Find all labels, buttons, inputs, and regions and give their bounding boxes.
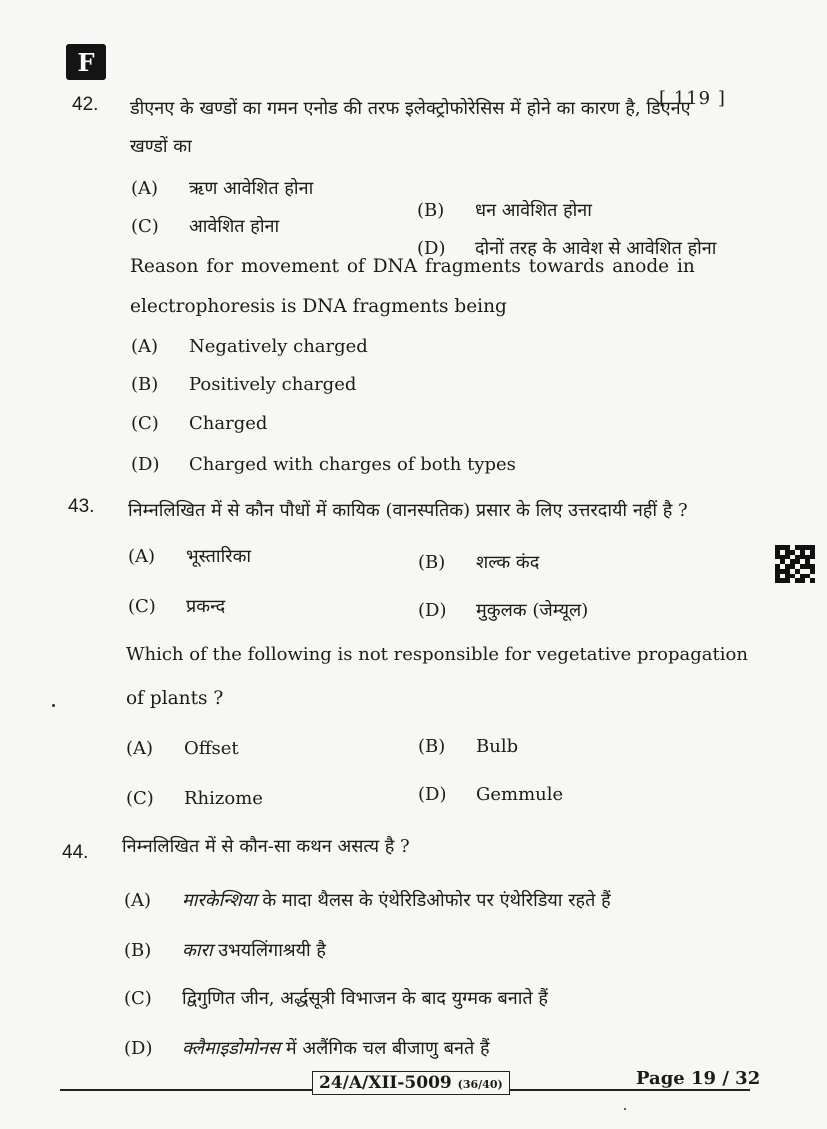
option-label: (A) xyxy=(126,738,154,759)
option-text: Gemmule xyxy=(476,784,564,805)
option-label: (A) xyxy=(124,890,152,911)
option-text: के मादा थैलस के एंथेरिडिओफोर पर एंथेरिडिया रहते हैं xyxy=(256,890,611,911)
q43-english-option-c xyxy=(126,788,263,809)
option-label: (D) xyxy=(131,454,160,475)
question-43-number: 43. xyxy=(68,496,95,517)
question-44-hindi-line: निम्नलिखित में से कौन-सा कथन असत्य है ? xyxy=(122,836,410,857)
stray-dot xyxy=(624,1108,626,1110)
set-badge: F xyxy=(66,44,106,80)
q43-hindi-option-d xyxy=(418,598,588,622)
q42-hindi-option-a xyxy=(131,176,313,200)
option-label: (B) xyxy=(418,736,446,757)
option-text: Charged xyxy=(189,413,268,434)
q43-hindi-option-c xyxy=(128,594,225,618)
q44-option-c xyxy=(124,986,548,1010)
q43-hindi-option-a xyxy=(128,544,251,568)
q43-english-option-b xyxy=(418,736,518,757)
question-43-english-line-1: Which of the following is not responsible for vegetative propagation xyxy=(126,644,748,665)
page-number: Page 19 / 32 xyxy=(636,1068,761,1089)
option-label: (A) xyxy=(131,178,159,199)
option-label: (D) xyxy=(418,784,447,805)
q44-option-a xyxy=(124,888,611,912)
q44-option-b xyxy=(124,938,326,962)
stray-dot xyxy=(52,704,55,707)
option-text: ऋण आवेशित होना xyxy=(189,178,314,199)
option-italic-term: कारा xyxy=(182,940,213,961)
option-text: आवेशित होना xyxy=(189,216,280,237)
option-text: Positively charged xyxy=(189,374,357,395)
option-text: मुकुलक (जेम्यूल) xyxy=(476,600,589,621)
option-text: द्विगुणित जीन, अर्द्धसूत्री विभाजन के बाद युग्मक बनाते हैं xyxy=(182,988,548,1009)
option-label: (A) xyxy=(128,546,156,567)
q42-hindi-option-b xyxy=(417,198,592,222)
option-label: (B) xyxy=(131,374,159,395)
option-text: दोनों तरह के आवेश से आवेशित होना xyxy=(475,238,717,259)
option-label: (D) xyxy=(417,238,446,259)
question-44-number: 44. xyxy=(62,842,89,863)
option-text: धन आवेशित होना xyxy=(475,200,592,221)
option-label: (B) xyxy=(418,552,446,573)
option-text: शल्क कंद xyxy=(476,552,540,573)
page-reference: [ 119 ] xyxy=(659,88,726,109)
question-43-hindi-line: निम्नलिखित में से कौन पौधों में कायिक (वानस्पतिक) प्रसार के लिए उत्तरदायी नहीं है ? xyxy=(128,500,688,521)
option-label: (A) xyxy=(131,336,159,357)
question-42-english-line-2: electrophoresis is DNA fragments being xyxy=(130,296,507,317)
option-text: उभयलिंगाश्रयी है xyxy=(212,940,326,961)
option-label: (C) xyxy=(131,413,159,434)
option-text: Offset xyxy=(184,738,239,759)
question-42-number: 42. xyxy=(72,94,99,115)
option-label: (B) xyxy=(124,940,152,961)
option-italic-term: क्लैमाइडोमोनस xyxy=(182,1038,281,1059)
option-label: (D) xyxy=(418,600,447,621)
paper-code-copy: (36/40) xyxy=(457,1078,503,1091)
option-text: Bulb xyxy=(476,736,519,757)
q42-english-option-b xyxy=(131,374,356,395)
q42-english-option-a xyxy=(131,336,368,357)
option-text: Charged with charges of both types xyxy=(189,454,516,475)
option-label: (B) xyxy=(417,200,445,221)
option-text: में अलैंगिक चल बीजाणु बनते हैं xyxy=(280,1038,490,1059)
q43-english-option-a xyxy=(126,738,239,759)
option-label: (C) xyxy=(124,988,152,1009)
option-label: (D) xyxy=(124,1038,153,1059)
paper-code xyxy=(312,1071,510,1095)
q43-english-option-d xyxy=(418,784,563,805)
option-italic-term: मारकेन्शिया xyxy=(182,890,257,911)
option-text: Negatively charged xyxy=(189,336,368,357)
q42-english-option-c xyxy=(131,413,267,434)
option-label: (C) xyxy=(126,788,154,809)
q44-option-d xyxy=(124,1036,490,1060)
question-42-english-line-1: Reason for movement of DNA fragments towards anode in xyxy=(130,256,695,277)
q42-hindi-option-c xyxy=(131,214,279,238)
option-label: (C) xyxy=(131,216,159,237)
paper-code-text: 24/A/XII-5009 xyxy=(319,1073,452,1093)
qr-code-icon xyxy=(775,545,815,583)
q42-english-option-d xyxy=(131,454,516,475)
question-42-hindi-line-1: डीएनए के खण्डों का गमन एनोड की तरफ इलेक्ट्रोफोरेसिस में होने का कारण है, डिएनए xyxy=(130,98,691,119)
option-text: Rhizome xyxy=(184,788,263,809)
option-text: प्रकन्द xyxy=(186,596,226,617)
q43-hindi-option-b xyxy=(418,550,539,574)
option-label: (C) xyxy=(128,596,156,617)
question-43-english-line-2: of plants ? xyxy=(126,688,224,709)
question-42-hindi-line-2: खण्डों का xyxy=(130,136,192,157)
option-text: भूस्तारिका xyxy=(186,546,252,567)
